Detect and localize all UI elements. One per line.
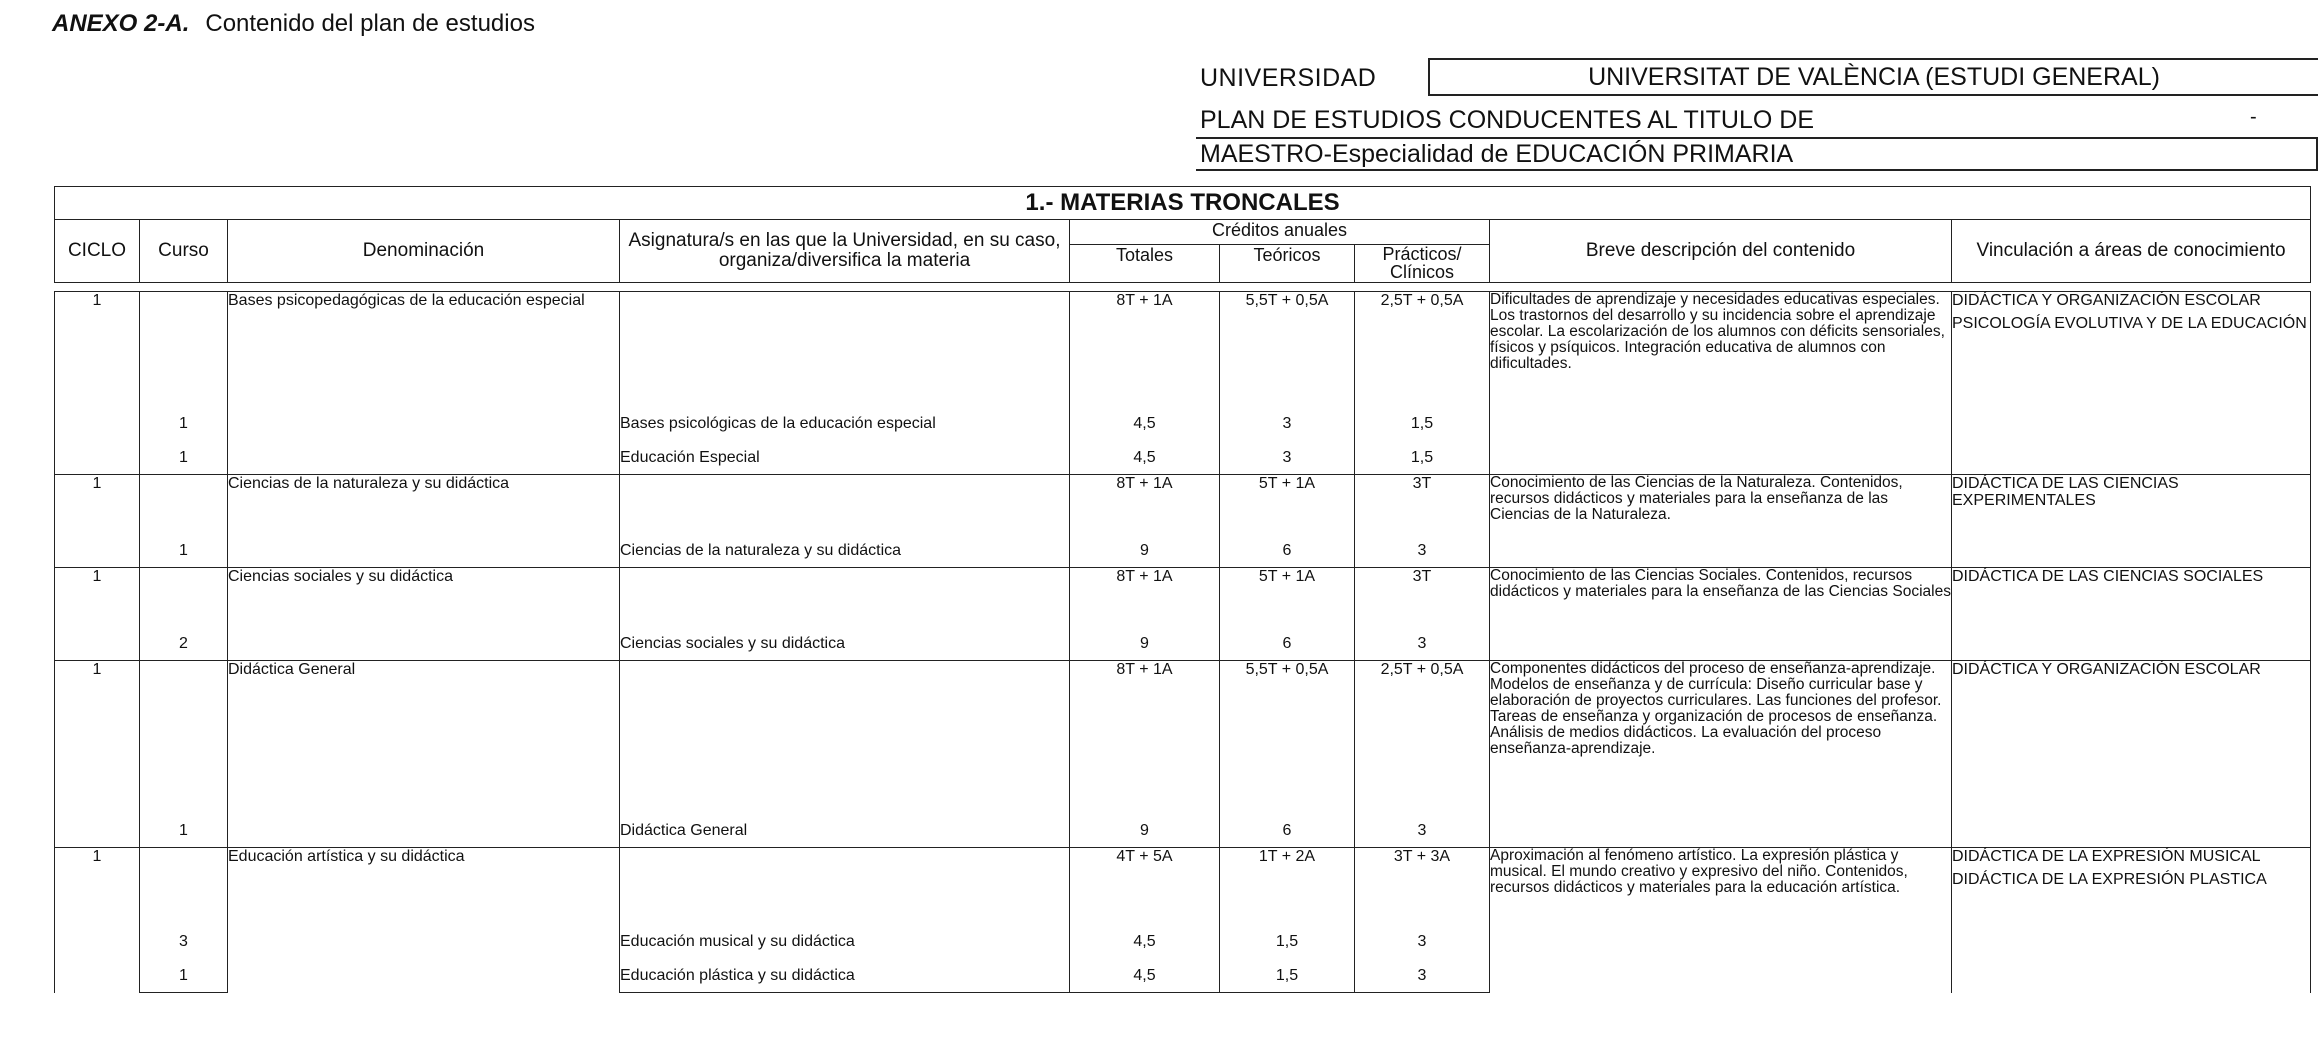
- col-vinculacion: Vinculación a áreas de conocimiento: [1952, 220, 2311, 283]
- table-row: [55, 292, 2311, 407]
- col-totales: Totales: [1070, 245, 1220, 283]
- teoricos-cell: 1T + 2A: [1220, 848, 1355, 925]
- area-item: DIDÁCTICA DE LAS CIENCIAS SOCIALES: [1952, 568, 2264, 585]
- curso-cell: 1: [140, 406, 228, 440]
- teoricos-cell: 5,5T + 0,5A: [1220, 661, 1355, 814]
- descripcion-cell: Conocimiento de las Ciencias Sociales. Contenidos, recursos didácticos y materiales para la enseñanza de las Ciencias Sociales: [1490, 568, 1952, 661]
- teoricos-cell: 3: [1220, 406, 1355, 440]
- practicos-cell: 2,5T + 0,5A: [1355, 292, 1490, 407]
- col-teoricos: Teóricos: [1220, 245, 1355, 283]
- practicos-cell: 3T: [1355, 475, 1490, 534]
- denominacion-cell: Bases psicopedagógicas de la educación especial: [228, 292, 620, 475]
- practicos-cell: 3: [1355, 958, 1490, 993]
- practicos-cell: 1,5: [1355, 406, 1490, 440]
- table-row: [55, 568, 2311, 627]
- curso-cell: 2: [140, 626, 228, 661]
- vinculacion-cell: [1952, 292, 2311, 475]
- totales-cell: 8T + 1A: [1070, 568, 1220, 627]
- teoricos-cell: 5T + 1A: [1220, 475, 1355, 534]
- area-item: DIDÁCTICA DE LA EXPRESIÓN MUSICAL: [1952, 848, 2261, 865]
- practicos-cell: 3: [1355, 533, 1490, 568]
- plan-label: PLAN DE ESTUDIOS CONDUCENTES AL TITULO DE: [1200, 106, 1815, 134]
- asignatura-cell: Ciencias sociales y su didáctica: [620, 626, 1070, 661]
- descripcion-cell: Dificultades de aprendizaje y necesidades educativas especiales. Los trastornos del desarrollo y su incidencia sobre el aprendizaje escolar. La escolarización de los alumnos con déficits sensoriales, físicos y psíquicos. Integración educativa de alumnos con dificultades.: [1490, 292, 1952, 475]
- ciclo-cell: 1: [55, 661, 140, 848]
- totales-cell: 9: [1070, 533, 1220, 568]
- totales-cell: 8T + 1A: [1070, 661, 1220, 814]
- teoricos-cell: 6: [1220, 813, 1355, 848]
- ciclo-cell: 1: [55, 292, 140, 475]
- asignatura-cell: Educación musical y su didáctica: [620, 924, 1070, 958]
- universidad-value: UNIVERSITAT DE VALÈNCIA (ESTUDI GENERAL): [1428, 58, 2318, 96]
- annex-title: Contenido del plan de estudios: [205, 10, 535, 37]
- totales-cell: 4,5: [1070, 440, 1220, 475]
- area-item: DIDÁCTICA Y ORGANIZACIÓN ESCOLAR: [1952, 661, 2261, 678]
- totales-cell: 8T + 1A: [1070, 292, 1220, 407]
- table-row: [55, 475, 2311, 534]
- universidad-label: UNIVERSIDAD: [1200, 64, 1377, 92]
- area-item: DIDÁCTICA DE LAS CIENCIAS EXPERIMENTALES: [1952, 475, 2179, 509]
- vinculacion-cell: [1952, 848, 2311, 993]
- vinculacion-cell: [1952, 661, 2311, 848]
- area-item: DIDÁCTICA Y ORGANIZACIÓN ESCOLAR: [1952, 292, 2261, 309]
- col-asignatura: Asignatura/s en las que la Universidad, en su caso, organiza/diversifica la materia: [620, 220, 1070, 283]
- asignatura-cell: Educación Especial: [620, 440, 1070, 475]
- practicos-cell: 3: [1355, 813, 1490, 848]
- materias-troncales-table: [54, 186, 2311, 993]
- asignatura-cell: Bases psicológicas de la educación especial: [620, 406, 1070, 440]
- area-item: PSICOLOGÍA EVOLUTIVA Y DE LA EDUCACIÓN: [1952, 315, 2307, 332]
- descripcion-cell: Componentes didácticos del proceso de enseñanza-aprendizaje. Modelos de enseñanza y de currícula: Diseño curricular base y elaboración de proyectos curriculares. Las funciones del profesor. Tareas de enseñanza y organización de procesos de enseñanza. Análisis de medios didácticos. La evaluación del proceso enseñanza-aprendizaje.: [1490, 661, 1952, 848]
- curso-cell: 3: [140, 924, 228, 958]
- totales-cell: 4T + 5A: [1070, 848, 1220, 925]
- annex-code: ANEXO 2-A.: [52, 10, 190, 37]
- teoricos-cell: 6: [1220, 533, 1355, 568]
- col-curso: Curso: [140, 220, 228, 283]
- plan-dash: -: [2250, 106, 2257, 128]
- practicos-cell: 3: [1355, 626, 1490, 661]
- practicos-cell: 2,5T + 0,5A: [1355, 661, 1490, 814]
- ciclo-cell: 1: [55, 568, 140, 661]
- vinculacion-cell: [1952, 475, 2311, 568]
- annex-heading: [52, 10, 535, 38]
- denominacion-cell: Educación artística y su didáctica: [228, 848, 620, 993]
- teoricos-cell: 5,5T + 0,5A: [1220, 292, 1355, 407]
- asignatura-cell: Didáctica General: [620, 813, 1070, 848]
- teoricos-cell: 1,5: [1220, 924, 1355, 958]
- ciclo-cell: 1: [55, 475, 140, 568]
- col-descripcion: Breve descripción del contenido: [1490, 220, 1952, 283]
- descripcion-cell: Conocimiento de las Ciencias de la Naturaleza. Contenidos, recursos didácticos y materiales para la enseñanza de las Ciencias de la Naturaleza.: [1490, 475, 1952, 568]
- col-creditos: Créditos anuales: [1070, 220, 1490, 245]
- curso-cell: 1: [140, 958, 228, 993]
- practicos-cell: 3T + 3A: [1355, 848, 1490, 925]
- asignatura-cell: Ciencias de la naturaleza y su didáctica: [620, 533, 1070, 568]
- denominacion-cell: Ciencias sociales y su didáctica: [228, 568, 620, 661]
- totales-cell: 4,5: [1070, 406, 1220, 440]
- teoricos-cell: 1,5: [1220, 958, 1355, 993]
- ciclo-cell: 1: [55, 848, 140, 993]
- col-ciclo: CICLO: [55, 220, 140, 283]
- totales-cell: 9: [1070, 813, 1220, 848]
- totales-cell: 4,5: [1070, 924, 1220, 958]
- col-practicos: Prácticos/ Clínicos: [1355, 245, 1490, 283]
- vinculacion-cell: [1952, 568, 2311, 661]
- descripcion-cell: Aproximación al fenómeno artístico. La expresión plástica y musical. El mundo creativo y expresivo del niño. Contenidos, recursos didácticos y materiales para la educación artística.: [1490, 848, 1952, 993]
- totales-cell: 8T + 1A: [1070, 475, 1220, 534]
- totales-cell: 4,5: [1070, 958, 1220, 993]
- practicos-cell: 3T: [1355, 568, 1490, 627]
- totales-cell: 9: [1070, 626, 1220, 661]
- practicos-cell: 1,5: [1355, 440, 1490, 475]
- table-row: [55, 661, 2311, 814]
- area-item: DIDÁCTICA DE LA EXPRESIÓN PLASTICA: [1952, 871, 2267, 888]
- asignatura-cell: Educación plástica y su didáctica: [620, 958, 1070, 993]
- teoricos-cell: 3: [1220, 440, 1355, 475]
- denominacion-cell: Didáctica General: [228, 661, 620, 848]
- teoricos-cell: 5T + 1A: [1220, 568, 1355, 627]
- practicos-cell: 3: [1355, 924, 1490, 958]
- curso-cell: 1: [140, 440, 228, 475]
- section-title: 1.- MATERIAS TRONCALES: [55, 187, 2311, 220]
- teoricos-cell: 6: [1220, 626, 1355, 661]
- table-row: [55, 848, 2311, 925]
- denominacion-cell: Ciencias de la naturaleza y su didáctica: [228, 475, 620, 568]
- curso-cell: 1: [140, 533, 228, 568]
- col-denominacion: Denominación: [228, 220, 620, 283]
- titulo-value: MAESTRO-Especialidad de EDUCACIÓN PRIMARIA: [1196, 137, 2318, 171]
- curso-cell: 1: [140, 813, 228, 848]
